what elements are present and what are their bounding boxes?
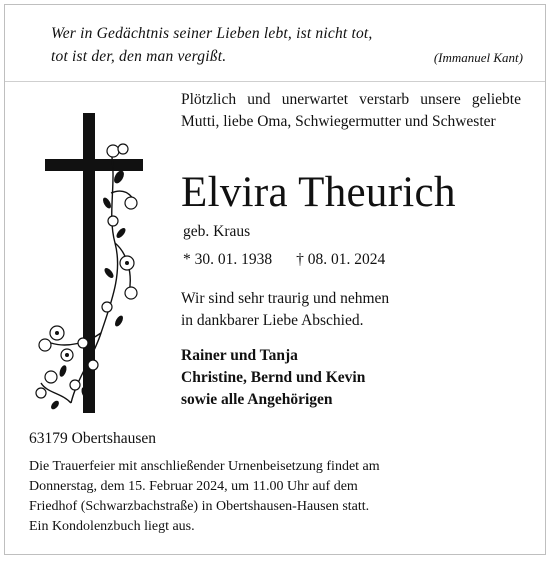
mourner-line: Rainer und Tanja [181, 347, 298, 364]
quote-author: (Immanuel Kant) [433, 50, 523, 65]
deceased-name: Elvira Theurich [181, 169, 456, 216]
life-dates [183, 251, 385, 269]
maiden-name: geb. Kraus [183, 223, 251, 240]
mourner-line: Christine, Bernd und Kevin [181, 369, 366, 386]
quote-line-2: tot ist der, den man vergißt. [51, 48, 227, 65]
quote-block [5, 5, 545, 82]
farewell-text [181, 288, 511, 332]
farewell-line-1: Wir sind sehr traurig und nehmen [181, 290, 390, 307]
place-name: 63179 Obertshausen [29, 430, 156, 447]
ceremony-line: Donnerstag, dem 15. Februar 2024, um 11.00 Uhr auf dem [29, 479, 358, 494]
birth-date: * 30. 01. 1938 [183, 251, 273, 268]
mourner-line: sowie alle Angehörigen [181, 391, 333, 408]
ceremony-line: Die Trauerfeier mit anschließender Urnenbeisetzung findet am [29, 459, 380, 474]
farewell-line-2: in dankbarer Liebe Abschied. [181, 312, 364, 329]
obituary-notice [4, 4, 546, 555]
intro-text: Plötzlich und unerwartet verstarb unsere geliebte Mutti, liebe Oma, Schwiegermutter und Schwester [181, 91, 521, 130]
ceremony-info [29, 457, 529, 517]
quote-line-1: Wer in Gedächtnis seiner Lieben lebt, ist nicht tot, [51, 25, 373, 42]
mourners-list [181, 345, 511, 411]
cross-with-flowers-icon [27, 93, 155, 417]
death-date: † 08. 01. 2024 [296, 251, 386, 268]
condolence-note: Ein Kondolenzbuch liegt aus. [29, 519, 195, 534]
ceremony-line: Friedhof (Schwarzbachstraße) in Obertshausen-Hausen statt. [29, 499, 370, 514]
